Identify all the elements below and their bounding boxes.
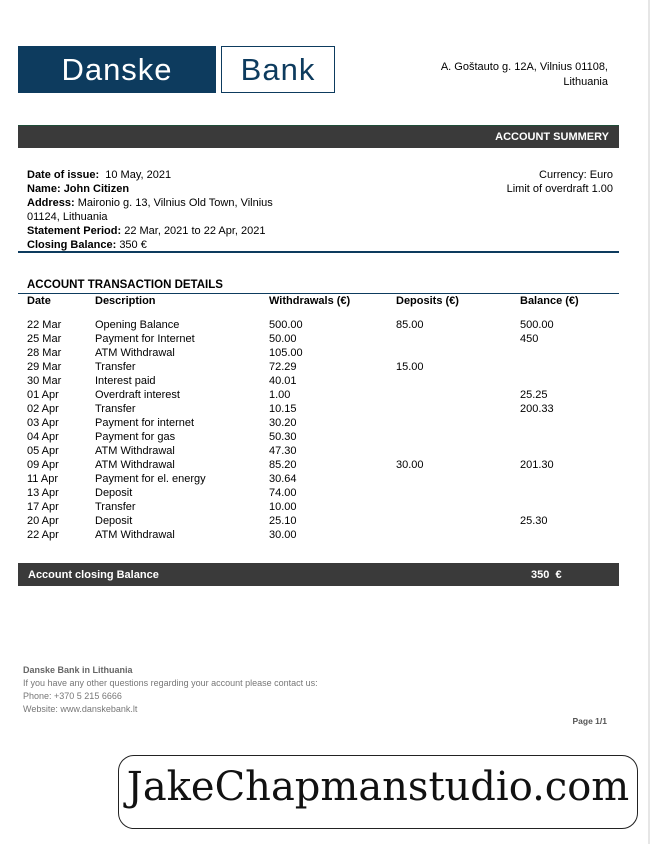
cell-deposits: 30.00 <box>396 459 424 471</box>
cell-date: 03 Apr <box>27 417 59 429</box>
table-row <box>0 514 652 528</box>
date-label: Date of issue: <box>27 169 100 181</box>
header-deposits: Deposits (€) <box>396 295 459 307</box>
table-row <box>0 346 652 360</box>
account-settings <box>413 168 613 196</box>
cell-withdrawals: 105.00 <box>269 347 303 359</box>
cell-balance: 25.30 <box>520 515 548 527</box>
header-date: Date <box>27 295 51 307</box>
footer-phone: Phone: +370 5 215 6666 <box>23 691 122 701</box>
table-row <box>0 402 652 416</box>
table-row <box>0 458 652 472</box>
table-row <box>0 528 652 542</box>
closing-balance-row <box>27 238 327 252</box>
header-withdrawals: Withdrawals (€) <box>269 295 351 307</box>
cell-deposits: 15.00 <box>396 361 424 373</box>
cell-date: 29 Mar <box>27 361 62 373</box>
table-row <box>0 430 652 444</box>
closing-value: 350 € <box>119 239 147 251</box>
cell-description: Payment for el. energy <box>95 473 206 485</box>
watermark-text: JakeChapmanstudio.com <box>126 764 630 810</box>
summary-bar <box>18 125 619 148</box>
logo-left-block: Danske <box>18 46 216 93</box>
cell-description: Transfer <box>95 403 136 415</box>
closing-bar-value: 350 € <box>531 569 562 581</box>
table-row <box>0 486 652 500</box>
cell-withdrawals: 50.00 <box>269 333 297 345</box>
cell-date: 13 Apr <box>27 487 59 499</box>
overdraft-limit: Limit of overdraft 1.00 <box>506 183 613 195</box>
currency: Currency: Euro <box>539 169 613 181</box>
cell-balance: 201.30 <box>520 459 554 471</box>
cell-withdrawals: 74.00 <box>269 487 297 499</box>
period-value: 22 Mar, 2021 to 22 Apr, 2021 <box>124 225 266 237</box>
cell-date: 04 Apr <box>27 431 59 443</box>
cell-withdrawals: 1.00 <box>269 389 291 401</box>
table-row <box>0 416 652 430</box>
cell-description: Deposit <box>95 487 133 499</box>
cell-description: Payment for Internet <box>95 333 195 345</box>
bank-address <box>388 60 608 90</box>
header-balance: Balance (€) <box>520 295 579 307</box>
cell-description: Overdraft interest <box>95 389 180 401</box>
cell-description: ATM Withdrawal <box>95 459 175 471</box>
cell-description: Opening Balance <box>95 319 180 331</box>
cell-date: 01 Apr <box>27 389 59 401</box>
address-label: Address: <box>27 197 75 209</box>
cell-date: 05 Apr <box>27 445 59 457</box>
address-row <box>27 196 327 210</box>
cell-balance: 25.25 <box>520 389 548 401</box>
logo-right-block: Bank <box>221 46 335 93</box>
cell-date: 09 Apr <box>27 459 59 471</box>
table-row <box>0 360 652 374</box>
cell-date: 28 Mar <box>27 347 62 359</box>
cell-description: Transfer <box>95 501 136 513</box>
statement-period-row <box>27 224 327 238</box>
footer-title: Danske Bank in Lithuania <box>23 665 133 675</box>
cell-withdrawals: 30.00 <box>269 529 297 541</box>
table-row <box>0 318 652 332</box>
summary-title: ACCOUNT SUMMERY <box>495 131 609 143</box>
table-row <box>0 374 652 388</box>
closing-label: Closing Balance: <box>27 239 117 251</box>
table-row <box>0 472 652 486</box>
table-row <box>0 444 652 458</box>
cell-description: Payment for gas <box>95 431 176 443</box>
cell-date: 17 Apr <box>27 501 59 513</box>
closing-balance-bar <box>18 563 619 586</box>
address-line2: 01124, Lithuania <box>27 211 108 223</box>
cell-description: Payment for internet <box>95 417 195 429</box>
cell-deposits: 85.00 <box>396 319 424 331</box>
cell-description: ATM Withdrawal <box>95 445 175 457</box>
cell-withdrawals: 30.64 <box>269 473 297 485</box>
footer-contact-line: If you have any other questions regarding your account please contact us: <box>23 678 318 688</box>
cell-date: 22 Mar <box>27 319 62 331</box>
name-value: John Citizen <box>63 183 130 195</box>
bank-address-line2: Lithuania <box>563 76 608 88</box>
footer-website: Website: www.danskebank.lt <box>23 704 138 714</box>
cell-withdrawals: 10.00 <box>269 501 297 513</box>
table-row <box>0 332 652 346</box>
table-row <box>0 500 652 514</box>
page-number: Page 1/1 <box>572 716 607 726</box>
transactions-header <box>0 295 652 309</box>
divider <box>18 251 619 253</box>
footer <box>23 664 318 716</box>
divider <box>18 293 619 294</box>
table-row <box>0 388 652 402</box>
name-row <box>27 182 327 196</box>
cell-date: 25 Mar <box>27 333 62 345</box>
cell-withdrawals: 10.15 <box>269 403 297 415</box>
cell-withdrawals: 85.20 <box>269 459 297 471</box>
cell-balance: 500.00 <box>520 319 554 331</box>
date-value: 10 May, 2021 <box>105 169 172 181</box>
cell-description: Interest paid <box>95 375 156 387</box>
cell-description: Transfer <box>95 361 136 373</box>
address-line1: Maironio g. 13, Vilnius Old Town, Vilnius <box>77 197 273 209</box>
cell-withdrawals: 47.30 <box>269 445 297 457</box>
cell-date: 30 Mar <box>27 375 62 387</box>
cell-description: ATM Withdrawal <box>95 529 175 541</box>
cell-withdrawals: 72.29 <box>269 361 297 373</box>
period-label: Statement Period: <box>27 225 122 237</box>
name-label: Name: <box>27 183 61 195</box>
cell-date: 20 Apr <box>27 515 59 527</box>
cell-withdrawals: 500.00 <box>269 319 303 331</box>
cell-description: Deposit <box>95 515 133 527</box>
cell-description: ATM Withdrawal <box>95 347 175 359</box>
cell-withdrawals: 30.20 <box>269 417 297 429</box>
transactions-title: ACCOUNT TRANSACTION DETAILS <box>27 279 223 291</box>
cell-date: 22 Apr <box>27 529 59 541</box>
date-of-issue-row <box>27 168 327 182</box>
cell-date: 11 Apr <box>27 473 58 485</box>
account-info <box>27 168 327 252</box>
watermark-banner <box>118 755 638 829</box>
cell-withdrawals: 40.01 <box>269 375 297 387</box>
closing-bar-label: Account closing Balance <box>28 569 159 581</box>
cell-withdrawals: 25.10 <box>269 515 297 527</box>
bank-address-line1: A. Goštauto g. 12A, Vilnius 01108, <box>440 61 608 73</box>
cell-balance: 450 <box>520 333 539 345</box>
cell-withdrawals: 50.30 <box>269 431 297 443</box>
cell-balance: 200.33 <box>520 403 554 415</box>
cell-date: 02 Apr <box>27 403 59 415</box>
transactions-table <box>0 318 652 542</box>
header-description: Description <box>95 295 156 307</box>
